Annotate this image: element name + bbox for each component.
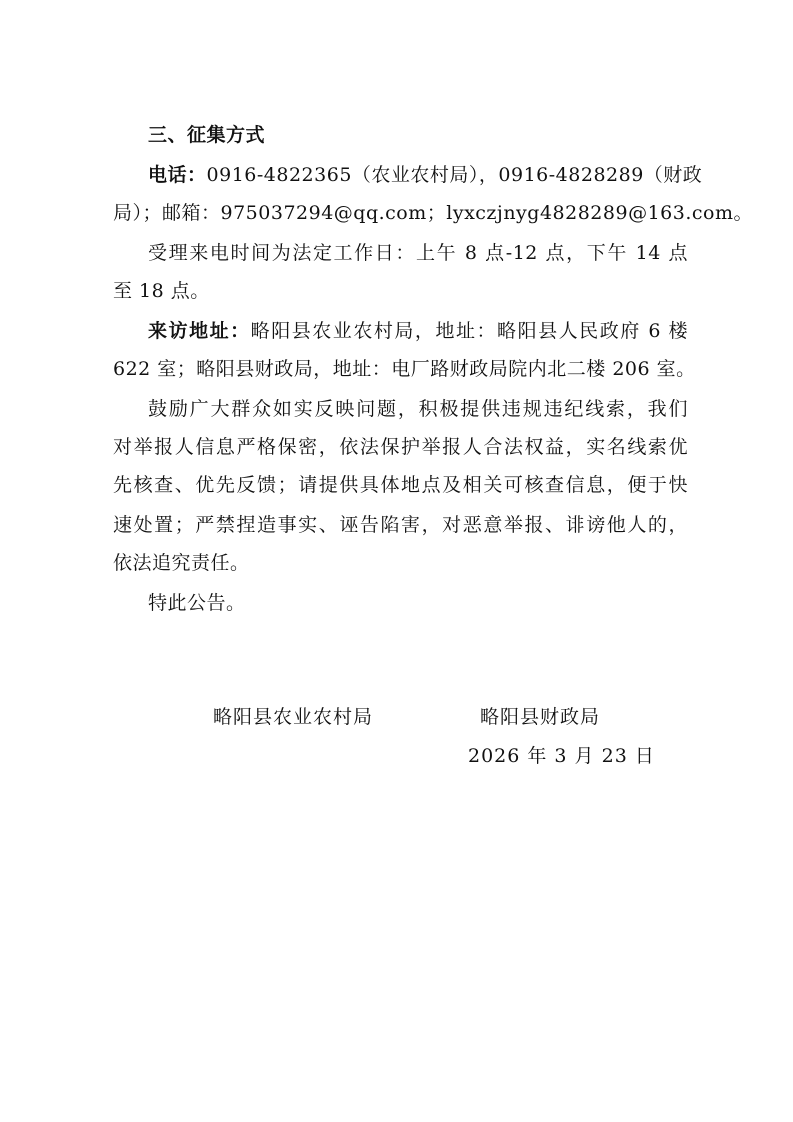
phone-label: 电话： [148, 164, 207, 186]
visit-label: 来访地址： [148, 320, 251, 342]
section-heading: 三、征集方式 [148, 124, 266, 146]
contact-line-1 [148, 163, 703, 187]
encourage-line: 先核查、优先反馈；请提供具体地点及相关可核查信息，便于快 [113, 474, 688, 496]
encourage-line: 鼓励广大群众如实反映问题，积极提供违规违纪线索，我们 [148, 398, 688, 420]
signature-date: 2026 年 3 月 23 日 [468, 745, 655, 767]
hours-line-1: 受理来电时间为法定工作日：上午 8 点-12 点，下午 14 点 [148, 242, 688, 264]
visit-line-2: 622 室；略阳县财政局，地址：电厂路财政局院内北二楼 206 室。 [113, 358, 696, 380]
signature-org-finance: 略阳县财政局 [480, 706, 601, 728]
visit-address: 略阳县农业农村局，地址：略阳县人民政府 6 楼 [250, 320, 688, 342]
encourage-line: 对举报人信息严格保密，依法保护举报人合法权益，实名线索优 [113, 436, 688, 458]
phone-numbers: 0916-4822365（农业农村局），0916-4828289（财政 [206, 164, 703, 186]
encourage-line: 依法追究责任。 [113, 552, 250, 574]
contact-line-2: 局）；邮箱：975037294@qq.com；lyxczjnyg4828289@163.com。 [113, 202, 753, 224]
encourage-line: 速处置；严禁捏造事实、诬告陷害，对恶意举报、诽谤他人的， [113, 514, 688, 536]
closing-text: 特此公告。 [148, 592, 246, 614]
signature-org-agriculture: 略阳县农业农村局 [213, 706, 374, 728]
hours-line-2: 至 18 点。 [113, 280, 210, 302]
visit-line-1 [148, 319, 688, 343]
